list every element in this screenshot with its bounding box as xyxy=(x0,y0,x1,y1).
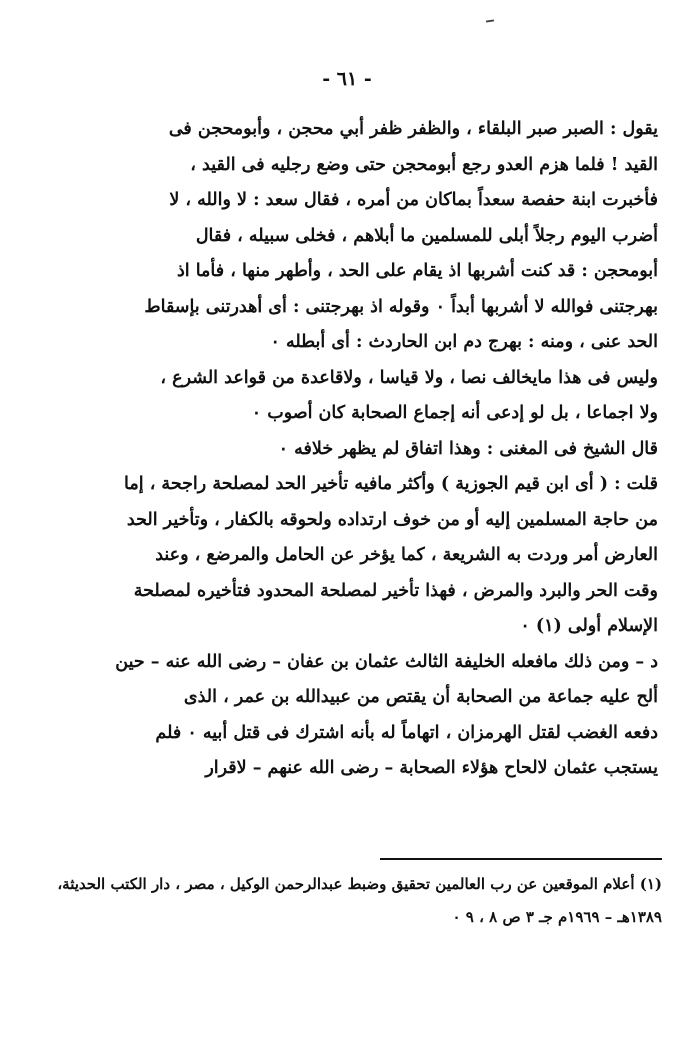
footnote-rule xyxy=(380,858,662,860)
footnote-line: ١٣٨٩هـ – ١٩٦٩م جـ ٣ ص ٨ ، ٩ ٠ xyxy=(452,908,662,926)
body-line: وليس فى هذا مايخالف نصا ، ولا قياسا ، ولاقاعدة من قواعد الشرع ، xyxy=(160,367,658,388)
body-line: دفعه الغضب لقتل الهرمزان ، اتهاماً له بأنه اشترك فى قتل أبيه ٠ فلم xyxy=(155,722,658,743)
body-line: وقت الحر والبرد والمرض ، فهذا تأخير لمصلحة المحدود فتأخيره لمصلحة xyxy=(133,580,658,601)
body-line: يستجب عثمان لالحاح هؤلاء الصحابة – رضى الله عنهم – لاقرار xyxy=(205,758,658,778)
body-line: القيد ! فلما هزم العدو رجع أبومحجن حتى وضع رجليه فى القيد ، xyxy=(190,154,658,175)
body-line: بهرجتنى فوالله لا أشربها أبداً ٠ وقوله اذ بهرجتنى : أى أهدرتنى بإسقاط xyxy=(144,296,658,317)
body-text xyxy=(38,112,658,787)
page-number: - ٦١ - xyxy=(322,68,372,90)
body-line: أبومحجن : قد كنت أشربها اذ يقام على الحد ، وأطهر منها ، فأما اذ xyxy=(176,261,658,281)
body-line: الإسلام أولى (١) ٠ xyxy=(520,616,658,636)
body-line: الحد عنى ، ومنه : بهرج دم ابن الحاردث : أى أبطله ٠ xyxy=(270,332,658,352)
footnote xyxy=(38,868,662,934)
body-line: أضرب اليوم رجلاً أبلى للمسلمين ما أبلاهم ، فخلى سبيله ، فقال xyxy=(195,225,658,246)
body-line: من حاجة المسلمين إليه أو من خوف ارتداده ولحوقه بالكفار ، وتأخير الحد xyxy=(126,509,658,530)
body-line: العارض أمر وردت به الشريعة ، كما يؤخر عن الحامل والمرضع ، وعند xyxy=(155,545,658,565)
body-line: ولا اجماعا ، بل لو إدعى أنه إجماع الصحابة كان أصوب ٠ xyxy=(251,403,658,423)
scan-mark xyxy=(486,19,494,22)
body-line: قال الشيخ فى المغنى : وهذا اتفاق لم يظهر خلافه ٠ xyxy=(278,438,658,459)
body-line: ألح عليه جماعة من الصحابة أن يقتص من عبيدالله بن عمر ، الذى xyxy=(183,687,658,707)
body-line: قلت : ( أى ابن قيم الجوزية ) وأكثر مافيه تأخير الحد لمصلحة راجحة ، إما xyxy=(124,474,658,494)
body-line: د – ومن ذلك مافعله الخليفة الثالث عثمان بن عفان – رضى الله عنه – حين xyxy=(115,651,658,672)
body-line: فأخبرت ابنة حفصة سعداً بماكان من أمره ، فقال سعد : لا والله ، لا xyxy=(169,190,658,210)
body-line: يقول : الصبر صبر البلقاء ، والظفر ظفر أبي محجن ، وأبومحجن فى xyxy=(168,119,658,139)
footnote-line: (١) أعلام الموقعين عن رب العالمين تحقيق وضبط عبدالرحمن الوكيل ، مصر ، دار الكتب الحديثة، xyxy=(57,875,662,893)
